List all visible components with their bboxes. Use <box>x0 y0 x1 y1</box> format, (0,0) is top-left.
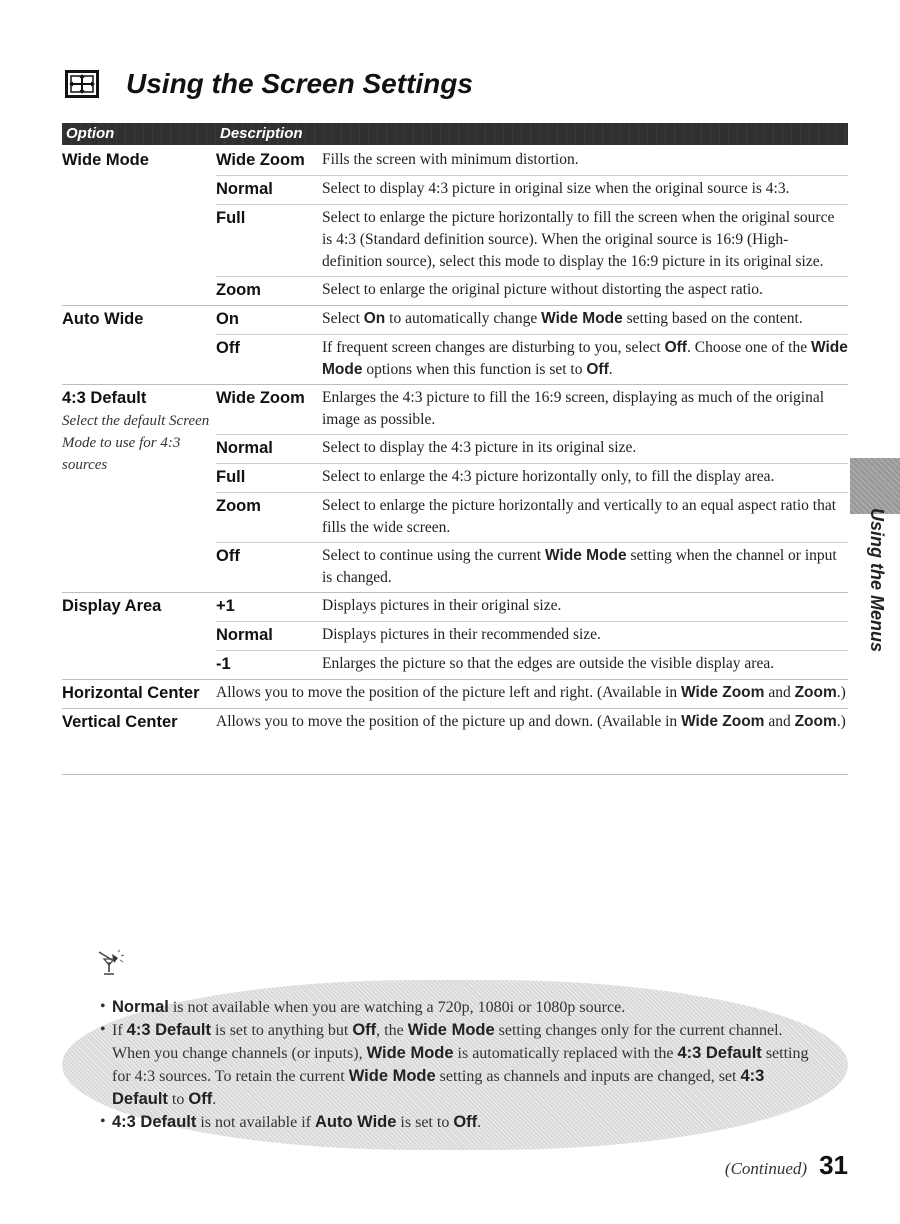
side-tab-label: Using the Menus <box>867 508 887 653</box>
description: Select to enlarge the picture horizontally and vertically to an equal aspect ratio that fills the wide screen. <box>322 493 848 543</box>
sub-option-name: Normal <box>216 439 273 457</box>
tip-item: • If 4:3 Default is set to anything but Off, the Wide Mode setting changes only for the current channel. When you change channels (or inputs), Wide Mode is automatically replaced with the 4:3 Default setting for 4:3 sources. To retain the current Wide Mode setting as channels and inputs are changed, set 4:3 Default to Off. <box>100 1019 820 1111</box>
table-row <box>62 680 848 709</box>
description: Enlarges the picture so that the edges are outside the visible display area. <box>322 651 848 680</box>
option-auto-wide: Auto Wide <box>62 306 216 385</box>
description: Allows you to move the position of the picture left and right. (Available in Wide Zoom and Zoom.) <box>216 680 848 709</box>
tip-icon <box>96 948 126 978</box>
sub-option-name: On <box>216 310 239 328</box>
description: Select to enlarge the 4:3 picture horizontally only, to fill the display area. <box>322 464 848 493</box>
page-title: Using the Screen Settings <box>126 68 473 99</box>
tip-list <box>100 996 820 1134</box>
sub-option-name: Full <box>216 468 246 486</box>
option-horizontal-center: Horizontal Center <box>62 680 216 709</box>
tip-item: • 4:3 Default is not available if Auto Wide is set to Off. <box>100 1111 820 1134</box>
sub-option-name: Wide Zoom <box>216 389 305 407</box>
footer <box>725 1150 848 1181</box>
table-row <box>62 385 848 435</box>
sub-option-name: Normal <box>216 180 273 198</box>
page-number: 31 <box>819 1150 848 1180</box>
description: Select to display 4:3 picture in original size when the original source is 4:3. <box>322 176 848 205</box>
description: Select to enlarge the picture horizontally to fill the screen when the original source is 4:3 (Standard definition source). When the original source is 16:9 (High-definition source), select this mode to display the 16:9 picture in its original size. <box>322 205 848 277</box>
description: Select to display the 4:3 picture in its original size. <box>322 435 848 464</box>
description: Displays pictures in their original size. <box>322 593 848 622</box>
description: Displays pictures in their recommended size. <box>322 622 848 651</box>
sub-option-name: Zoom <box>216 497 261 515</box>
description: Enlarges the 4:3 picture to fill the 16:9 screen, displaying as much of the original image as possible. <box>322 385 848 435</box>
description: Select to continue using the current Wide Mode setting when the channel or input is changed. <box>322 543 848 593</box>
sub-option-name: Full <box>216 209 246 227</box>
sub-option-name: Off <box>216 547 240 565</box>
screen-settings-icon <box>64 69 100 99</box>
option-vertical-center: Vertical Center <box>62 709 216 738</box>
description: Select On to automatically change Wide Mode setting based on the content. <box>322 306 848 335</box>
description: Fills the screen with minimum distortion. <box>322 151 579 168</box>
sub-option-name: Zoom <box>216 281 261 299</box>
option-note: Select the default Screen Mode to use for 4:3 sources <box>62 413 210 473</box>
table-row <box>62 147 848 176</box>
table-header <box>62 123 848 145</box>
header-option: Option <box>66 125 115 142</box>
description: If frequent screen changes are disturbing to you, select Off. Choose one of the Wide Mode options when this function is set to Off. <box>322 335 848 385</box>
option-43-default: 4:3 Default Select the default Screen Mode to use for 4:3 sources <box>62 385 216 593</box>
sub-option-name: Off <box>216 339 240 357</box>
sub-option-name: Wide Zoom <box>216 151 305 169</box>
description: Select to enlarge the original picture without distorting the aspect ratio. <box>322 277 848 306</box>
description: Allows you to move the position of the picture up and down. (Available in Wide Zoom and Zoom.) <box>216 709 848 738</box>
title-row <box>64 62 473 106</box>
table-bottom-rule <box>62 774 848 775</box>
tip-item: • Normal is not available when you are watching a 720p, 1080i or 1080p source. <box>100 996 820 1019</box>
table-row <box>62 709 848 738</box>
option-wide-mode: Wide Mode <box>62 151 149 169</box>
sub-option-name: -1 <box>216 655 231 673</box>
continued-label: (Continued) <box>724 1159 808 1178</box>
settings-table <box>62 147 848 737</box>
table-row <box>62 593 848 622</box>
table-row <box>62 306 848 335</box>
option-display-area: Display Area <box>62 593 216 680</box>
header-description: Description <box>220 125 303 142</box>
sub-option-name: Normal <box>216 626 273 644</box>
sub-option-name: +1 <box>216 597 235 615</box>
side-tab-marker <box>850 458 900 514</box>
